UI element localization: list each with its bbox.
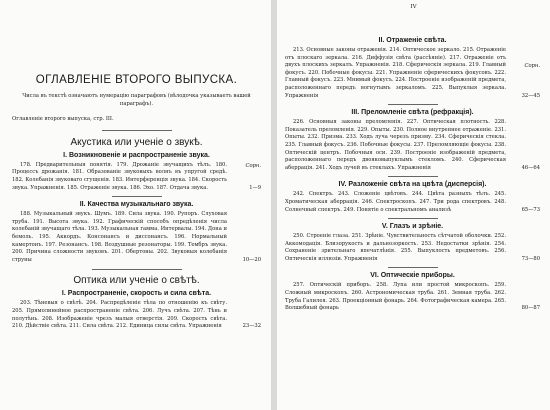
section-entry <box>285 282 540 312</box>
section-body: 188. Музыкальный звукъ. Шумъ. 189. Сила звука. 190. Рупоръ. Слуховая труба. 191. Высота звука. 192. Графическій способъ опредѣленія числа колебаній звучащаго тѣла. 193. Музыкальная гамма. Интервалы. 194. Дона и бемоль. 195. Аккордъ. Консонансъ и диссонансъ. 196. Нормальный камертонъ. 197. Резонансъ. 198. Воздушные резонаторы. 199. Тембръ звука. 200. Причина сложности звуковъ. 201. Обертоны. 202. Звуковыя колебанія струны <box>12 211 227 263</box>
right-page <box>277 0 550 410</box>
section-body: 250. Строеніе глаза. 251. Зрѣніе. Чувствительность сѣтчатой оболочки. 252. Аккомодація. Близорукость и дальнозоркость. 253. Недостатки зрѣнія. 254. Сохраненіе зрительнаго впечатлѣнія. 255. Выпуклость предметовъ. 256. Оптическія иллюзіи. Упражненія <box>285 233 506 262</box>
page-range <box>506 63 540 100</box>
section-entry <box>285 233 540 263</box>
section-body: 257. Оптическій приборъ. 258. Лупа или простой микроскопъ. 259. Сложный микроскопъ. 260. Астрономическая труба. 261. Земная труба. 262. Труба Галилея. 263. Проекціонный фонарь. 264. Фотографическая камера. 265. Волшебный фонарь <box>285 282 506 312</box>
section-title: V. Глазъ и зрѣніе. <box>381 223 444 231</box>
section-title: II. Качества музыкальнаго звука. <box>79 201 194 209</box>
section-body: 178. Предварительныя понятія. 179. Дрожаніе звучащихъ тѣлъ. 180. Процессъ дрожанія. 181. Образованіе звуковыхъ волнъ въ упругой средѣ. 182. Колебанія звуковаго сгущенія. 183. Интерференція звука. 184. Скорость звука. Упражненія. 185. Отраженіе звука. 186. Эхо. 187. Отдача звука. <box>12 161 227 191</box>
section-title: IV. Разложеніе свѣта на цвѣта (дисперсія). <box>338 181 487 189</box>
section-title: I. Распространеніе, скорость и сила свѣта. <box>61 290 212 298</box>
section-title: VI. Оптическіе приборы. <box>370 272 455 280</box>
divider <box>92 269 182 270</box>
page-range: 46—64 <box>521 164 540 171</box>
part-title-acoustics: Акустика или ученіе о звукѣ. <box>70 136 203 148</box>
page-range: 10—20 <box>242 256 261 263</box>
page-range-value: 32—45 <box>521 92 540 99</box>
section-title: I. Возникновеніе и распространеніе звука. <box>63 151 210 159</box>
page-range: 65—73 <box>521 206 540 213</box>
page-header-label: Сорн. <box>524 62 540 69</box>
divider <box>388 267 438 268</box>
section-body: 213. Основные законы отраженія. 214. Оптическое зеркало. 215. Отраженіе отъ плоскаго зеркала. 216. Диффузія свѣта (рассѣяніе). 217. Отраженіе отъ двухъ плоскихъ зеркалъ. Упражненія. 218. Сферическія зеркала. 219. Главный фокусъ. 220. Побочные фокусы. 221. Упражненіе сферическихъ фокусовъ. 222. Главный фокусъ. 223. Мнимый фокусъ. 224. Построеніе изображеній предмета, расположеннаго передъ вогнутымъ зеркаломъ. 225. Выпуклыя зеркала. Упражненія <box>285 47 506 99</box>
page-range: 80—87 <box>521 305 540 312</box>
section-entry <box>285 191 540 214</box>
section-entry <box>285 119 540 172</box>
section-entry <box>12 300 261 330</box>
volume-title: ОГЛАВЛЕНІЕ ВТОРОГО ВЫПУСКА. <box>35 74 238 86</box>
divider <box>112 196 162 197</box>
page-range: 73—80 <box>521 255 540 262</box>
section-body: 226. Основныя законы преломленія. 227. Оптическая плотность. 228. Показатель преломленія. 229. Опыты. 230. Полное внутреннее отраженіе. 231. Опыты. 232. Призма. 233. Ходъ луча черезъ призму. 234. Сферическія стекла. 235. Главный фокусъ. 236. Побочные фокусы. 237. Преломляющіе фокусы. 238. Оптическій центръ. Побочныя оси. 239. Построеніе изображеній предмета, расположеннаго передъ двояковыпуклымъ стекломъ. 240. Сферическая аберрація. 241. Ходъ лучей въ стеклахъ. Упражненія <box>285 119 506 171</box>
page-header-label: Сорн. <box>245 162 261 169</box>
section-title: II. Отраженіе свѣта. <box>378 37 447 44</box>
section-title: III. Преломленіе свѣта (рефракція). <box>351 109 474 117</box>
page-range: 23—32 <box>242 323 261 330</box>
toc-reference: Оглавленіе второго выпуска, стр. III. <box>12 116 114 123</box>
divider <box>388 104 438 105</box>
page-range-value: 1—9 <box>249 184 261 191</box>
left-page <box>0 0 271 410</box>
part-title-optics: Оптика или ученіе о свѣтѣ. <box>73 275 200 287</box>
section-body: 203. Тѣневыя о свѣтѣ. 204. Распредѣленіе тѣла по отношенію къ свѣту. 205. Прямолинейное распространеніе свѣта. 206. Лучъ свѣта. 207. Тѣнь и полутѣнь. 208. Изображеніе чрезъ малыя отверстія. 209. Скорость свѣта. 210. Дѣйствіе свѣта. 211. Сила свѣта. 212. Единица силы свѣта. Упражненія <box>12 300 227 330</box>
page-number: IV <box>410 4 417 10</box>
divider <box>388 218 438 219</box>
section-entry <box>12 162 261 192</box>
divider <box>102 130 172 131</box>
section-body: 242. Спектръ. 243. Сложеніе цвѣтовъ. 244. Цвѣта разныхъ тѣлъ. 245. Хроматическая аберрація. 246. Спектроскопъ. 247. Три рода спектровъ. 248. Солнечный спектръ. 249. Понятіе о спектральномъ анализѣ <box>285 191 506 213</box>
numbering-note: Числа въ текстѣ означаютъ нумерацію параграфовъ (вѣлодочка указываетъ вашей параграфъ). <box>22 93 251 107</box>
section-entry <box>12 211 261 264</box>
divider <box>388 176 438 177</box>
page-range <box>227 163 261 192</box>
section-entry <box>285 47 540 100</box>
